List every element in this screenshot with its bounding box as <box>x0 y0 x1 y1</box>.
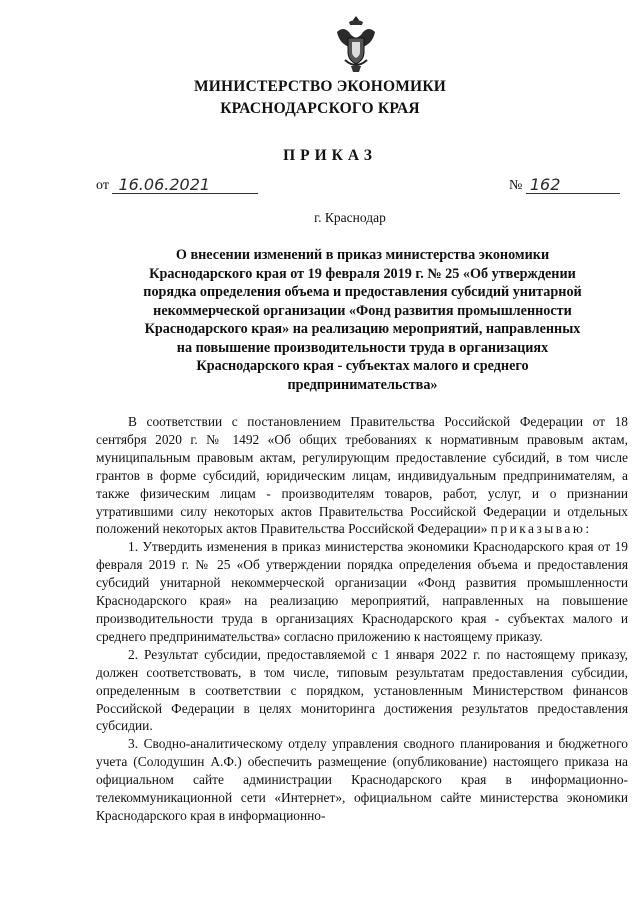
heading-line: некоммерческой организации «Фонд развития промышленности <box>153 302 572 319</box>
heading-line: О внесении изменений в приказ министерства экономики <box>175 247 550 263</box>
number-prefix: № <box>509 178 523 193</box>
heading-line: Краснодарского края от 19 февраля 2019 г. № 25 «Об утверждении <box>149 265 576 282</box>
ministry-name-line1: МИНИСТЕРСТВО ЭКОНОМИКИ <box>193 78 447 95</box>
order-date <box>96 175 258 194</box>
number-underline <box>526 175 620 194</box>
clause-2: 2. Результат субсидии, предоставляемой с 1 января 2022 г. по настоящему приказу, должен соответствовать, в том числе, типовым результатам предоставления субсидии, определенным в соответствии с порядком, установленным Министерством финансов Российской Федерации в целях мониторинга достижения результатов предоставления субсидии. <box>96 646 628 734</box>
ministry-name-line2: КРАСНОДАРСКОГО КРАЯ <box>220 100 420 117</box>
city-name: г. Краснодар <box>314 210 386 225</box>
heading-line: Краснодарского края - субъектах малого и среднего <box>196 358 529 374</box>
order-directive: приказываю: <box>490 521 592 537</box>
order-title: ПРИКАЗ <box>283 147 377 164</box>
heading-line: Краснодарского края» на реализацию мероприятий, направленных <box>144 321 581 337</box>
clause-1: 1. Утвердить изменения в приказ министерства экономики Краснодарского края от 19 февраля 2019 г. № 25 «Об утверждении порядка определения объема и предоставления субсидий унитарной некоммерческой организации «Фонд развития промышленности Краснодарского края» на реализацию мероприятий, направленных на повышение производительности труда в организациях Краснодарского края - субъектах малого и среднего предпринимательства» согласно приложению к настоящему приказу. <box>96 539 628 644</box>
date-prefix: от <box>96 178 109 193</box>
number-value: 162 <box>529 175 561 194</box>
document-heading <box>100 246 625 394</box>
heading-line: на повышение производительности труда в организациях <box>176 339 549 356</box>
heading-line: предпринимательства» <box>287 376 438 393</box>
date-underline <box>112 175 258 194</box>
coat-of-arms-icon <box>335 14 377 74</box>
heading-line: порядка определения объема и предоставления субсидий унитарной <box>143 284 582 300</box>
date-value: 16.06.2021 <box>118 175 211 194</box>
document-body <box>96 413 628 825</box>
preamble-text: В соответствии с постановлением Правительства Российской Федерации от 18 сентября 2020 г. № 1492 «Об общих требованиях к нормативным правовым актам, муниципальным правовым актам, регулирующим предоставление субсидий, в том числе грантов в форме субсидий, юридическим лицам, индивидуальным предпринимателям, а также физическим лицам - производителям товаров, работ, услуг, и о признании утратившими силу некоторых актов Правительства Российской Федерации и отдельных положений некоторых актов Правительства Российской Федерации» <box>96 414 628 537</box>
clause-3: 3. Сводно-аналитическому отделу управления сводного планирования и бюджетного учета (Солодушин А.Ф.) обеспечить размещение (опубликование) настоящего приказа на официальном сайте администрации Краснодарского края в информационно-телекоммуникационной сети «Интернет», официальном сайте министерства экономики Краснодарского края в информационно- <box>96 736 628 823</box>
order-number <box>509 175 620 194</box>
preamble-paragraph <box>96 413 628 538</box>
